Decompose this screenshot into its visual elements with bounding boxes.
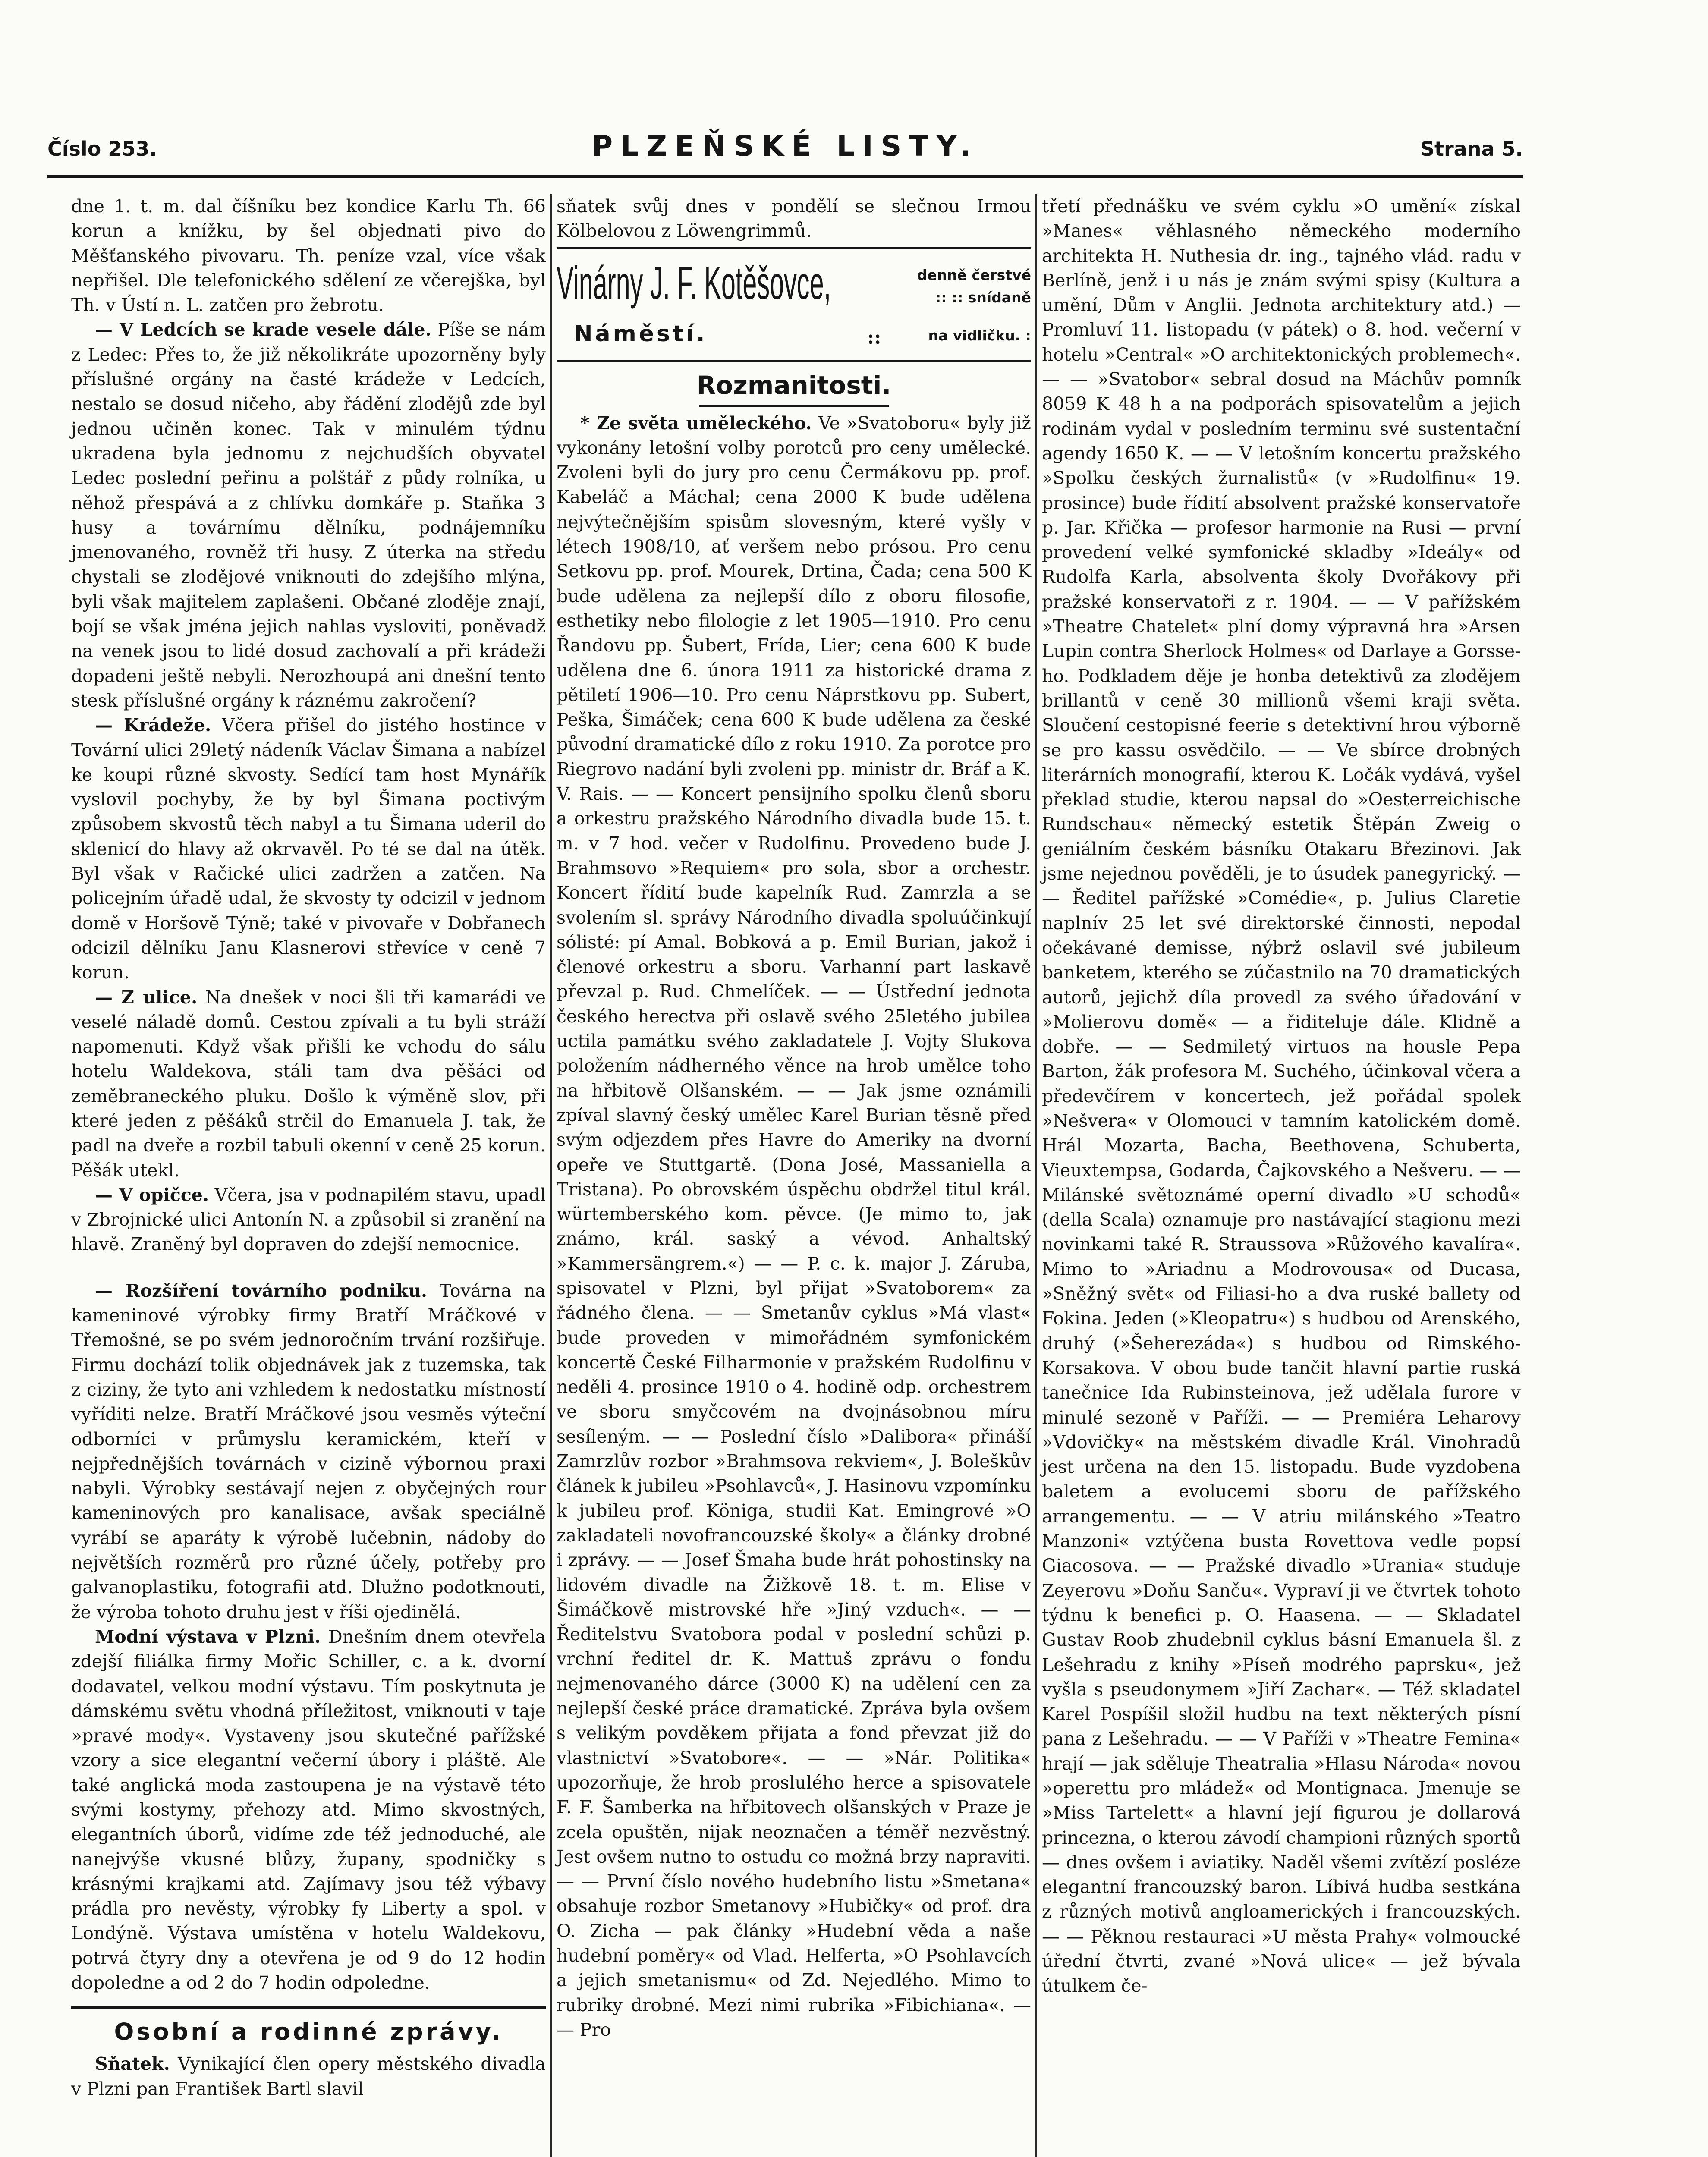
- article-heading: Modní výstava v Plzni.: [95, 1626, 321, 1647]
- article-ze-sveta-umeleckeho: [557, 411, 1031, 2043]
- article-heading: — Rozšíření továrního podniku.: [95, 1280, 428, 1301]
- advertisement-vinarny: [557, 253, 1031, 356]
- column-3: [1042, 194, 1521, 1999]
- article-modni-vystava: [71, 1625, 546, 1995]
- page-number: Strana 5.: [1420, 137, 1523, 160]
- ad-location: Náměstí.: [574, 321, 708, 347]
- article-body: Na dnešek v noci šli tři kamarádi ve veselé náladě domů. Cestou zpívali a tu byli stráží napomenuti. Když však přišli ke vchodu do sálu hotelu Waldekova, stáli tam dva pěšáci od zeměbraneckého pluku. Došlo k výměně slov, při které jeden z pěšáků strčil do Emanuela J. tak, že padl na dveře a rozbil tabuli okenní v ceně 25 korun. Pěšák utekl.: [71, 987, 546, 1181]
- article-body: Dnešním dnem otevřela zdejší filiálka firmy Mořic Schiller, c. a k. dvorní dodavatel, velkou modní výstavu. Tím poskytnuta je dámskému světu vhodná příležitost, vniknouti v taje »pravé mody«. Vystaveny jsou skutečné pařížské vzory a sice elegantní večerní úbory i pláště. Ale také anglická moda zastoupena je na výstavě této svými kostymy, přehozy atd. Mimo skvostných, elegantních úborů, vidíme zde též jednoduché, ale nanejvýše vkusné blůzy, župany, spodničky s krásnými krajkami atd. Zajímavy jsou též výbavy prádla pro nevěsty, výrobky fy Liberty a spol. v Londýně. Výstava umístěna v hotelu Waldekovu, potrvá čtyry dny a otevřena je od 9 do 12 hodin dopoledne a od 2 do 7 hodin odpoledne.: [71, 1626, 546, 1993]
- article-heading: — Krádeže.: [95, 715, 211, 736]
- ad-line: na vidličku. :: [928, 327, 1031, 344]
- article-heading: — V opičce.: [95, 1184, 209, 1205]
- article-body: Píše se nám z Ledec: Přes to, že již několikráte upozorněny byly příslušné orgány na časté krádeže v Ledcích, nestalo se dosud ničeho, aby řádění zlodějů zde byl jednou učiněn konec. Tak v minulém týdnu ukradena byla jednomu z nejchudších obyvatel Ledec poslední peřinu a polštář z půdy rolníka, u něhož přespává a z chlívku domkáře p. Staňka 3 husy a továrnímu dělníku, podnájemníku jmenovaného, rovněž tři husy. Z úterka na středu chystali se zlodějové vniknouti do zdejšího mlýna, byli však majitelem zaplašeni. Občané zloděje znají, bojí se však jména jejich nahlas vysloviti, poněvadž na venek jsou to lidé dosud zachovalí a při krádeži dopadeni ještě nebyli. Nerozhoupá ani dnešní tento stesk příslušné orgány k ráznému zakročení?: [71, 319, 546, 711]
- section-rule: [71, 2006, 546, 2009]
- article-heading: Sňatek.: [95, 2053, 170, 2075]
- article-kradeze: [71, 713, 546, 985]
- article-body: Včera, jsa v podnapilém stavu, upadl v Zbrojnické ulici Antonín N. a způsobil si zranění na hlavě. Zraněný byl dopraven do zdejší nemocnice.: [71, 1184, 546, 1255]
- ad-line: denně čerstvé: [917, 266, 1031, 283]
- article-text: třetí přednášku ve svém cyklu »O umění« získal »Manes« věhlasného německého moderního architekta H. Nuthesia dr. ing., tajného vlád. radu v Berlíně, jenž i u nás je znám svými spisy (Kultura a umění, Dům v Anglii. Jednota architektury atd.) — Promluví 11. listopadu (v pátek) o 8. hod. večerní v hotelu »Central« »O architektonických problemech«. — — »Svatobor« sebral dosud na Máchův pomník 8059 K 48 h a na podporách spisovatelům a jejich rodinám vydal v posledním terminu své sustentační agendy 1650 K. — — V letošním koncertu pražského »Spolku českých žurnalistů« (v »Rudolfinu« 19. prosince) bude řídití absolvent pražské konservatoře p. Jar. Křička — profesor harmonie na Rusi — první provedení velké symfonické skladby »Ideály« od Rudolfa Karla, absolventa školy Dvořákovy při pražské konservatoři z r. 1904. — — V pařížském »Theatre Chatelet« plní domy výpravná hra »Arsen Lupin contra Sherlock Holmes« od Darlaye a Gorsse-ho. Podkladem děje je honba detektivů za zlodějem brillantů v ceně 30 millionů všemi kraji světa. Sloučení cestopisné feerie s detektivní hrou výborně se pro kassu osvědčilo. — — Ve sbírce drobných literárních monografií, kterou K. Ločák vydává, vyšel překlad studie, kterou napsal do »Oesterreichische Rundschau« německý estetik Štěpán Zweig o geniálním českém básníku Otakaru Březinovi. Jak jsme nejednou pověděli, je to úsudek panegyrický. — — Ředitel pařížské »Comédie«, p. Julius Claretie naplnív 25 let své direktorské činnosti, nepodal očekávané demisse, nýbrž oslavil své jubileum banketem, kterého se zúčastnilo na 70 dramatických autorů, jejichž díla provedl za svého úřadování v »Molierovu domě« — a řiditeluje dále. Klidně a dobře. — — Sedmiletý virtuos na housle Pepa Barton, žák profesora M. Suchého, účinkoval včera a předevčírem v koncertech, jež pořádal spolek »Nešvera« v Olomouci v tamním katolickém domě. Hrál Mozarta, Bacha, Beethovena, Schuberta, Vieuxtempsa, Godarda, Čajkovského a Nešveru. — — Milánské světoznámé operní divadlo »U schodů« (della Scala) oznamuje pro nastávající stagionu mezi novinkami také R. Straussova »Růžového kavalíra«. Mimo to »Ariadnu a Modrovousa« od Ducasa, »Sněžný svět« od Filiasi-ho a dva ruské ballety od Fokina. Jeden (»Kleopatru«) s hudbou od Arenského, druhý (»Šeherezáda«) s hudbou od Rimského-Korsakova. V obou bude tančit hlavní partie ruská tanečnice Ida Rubinsteinova, jež udělala furore v minulé sezoně v Paříži. — — Premiéra Leharovy »Vdovičky« na městském divadle Král. Vinohradů jest určena na den 15. listopadu. Bude vyzdobena baletem a evolucemi sboru de pařížského arrangementu. — — V atriu milánského »Teatro Manzoni« vztýčena busta Rovettova vedle popsí Giacosova. — — Pražské divadlo »Urania« studuje Zeyerovu »Doňu Sanču«. Vypraví ji ve čtvrtek tohoto týdnu k benefici p. O. Haasena. — — Skladatel Gustav Roob zhudebnil cyklus básní Emanuela šl. z Lešehradu z knihy »Píseň modrého paprsku«, jež vyšla s pseudonymem »Jiří Zachar«. — Též skladatel Karel Pospíšil složil hudbu na text některých písní pana z Lešehradu. — — V Paříži v »Theatre Femina« hrají — jak sděluje Theatralia »Hlasu Národa« novou »operettu pro mládež« od Montignaca. Jmenuje se »Miss Tartelett« a hlavní její figurou je dollarová princezna, o kterou závodí championi různých sportů — dnes ovšem i aviatiky. Naděl všemi zvítězí posléze elegantní francouzský baron. Líbivá hudba sestkána z různých motivů angloamerických i francouzských. — — Pěknou restauraci »U města Prahy« volmoucké úřední čtvrti, zvané »Nová ulice« — jež bývala útulkem če-: [1042, 196, 1521, 1997]
- section-heading-rozmanitosti: Rozmanitosti.: [696, 370, 891, 400]
- column-1: [71, 194, 546, 2101]
- ad-line: :: :: snídaně: [935, 289, 1031, 306]
- ad-rule-top: [557, 247, 1031, 249]
- column-2: [557, 194, 1031, 2042]
- ad-rule-bottom: [557, 360, 1031, 362]
- masthead-title: PLZEŇSKÉ LISTY.: [591, 129, 979, 163]
- article-body: Ve »Svatoboru« byly již vykonány letošní volby porotců pro ceny umělecké. Zvoleni byli do jury pro cenu Čermákovu pp. prof. Kabeláč a Máchal; cena 2000 K bude udělena nejvýtečnějším spisům slovesným, které vyšly v létech 1908/10, ať veršem nebo prósou. Pro cenu Setkovu pp. prof. Mourek, Drtina, Čada; cena 500 K bude udělena za nejlepší dílo z oboru filosofie, esthetiky nebo filologie z let 1905—1910. Pro cenu Řandovu pp. Šubert, Frída, Lier; cena 600 K bude udělena dne 6. února 1911 za historické drama z pětiletí 1906—10. Pro cenu Náprstkovu pp. Subert, Peška, Šimáček; cena 600 K bude udělena za české původní dramatické dílo z roku 1910. Za porotce pro Riegrovo nadání byli zvoleni pp. ministr dr. Bráf a K. V. Rais. — — Koncert pensijního spolku členů sboru a orkestru pražského Národního divadla bude 15. t. m. v 7 hod. večer v Rudolfinu. Provedeno bude J. Brahmsovo »Requiem« pro sola, sbor a orchestr. Koncert řídití bude kapelník Rud. Zamrzla a se svolením sl. správy Národního divadla spoluúčinkují sólisté: pí Amal. Bobková a p. Emil Burian, jakož i členové orkestru a sboru. Varhanní part laskavě převzal p. Rud. Chmelíček. — — Ústřední jednota českého herectva při oslavě svého 25letého jubilea uctila památku svého zakladatele J. Vojty Slukova položením nádherného věnce na hrob umělce toho na hřbitově Olšanském. — — Jak jsme oznámili zpíval slavný český umělec Karel Burian těsně před svým odjezdem přes Havre do Ameriky na dvorní opeře ve Stuttgartě. (Dona José, Massaniella a Tristana). Po obrovském úspěchu obdržel titul král. würtemberského kom. pěvce. (Je mimo to, jak známo, král. saský a vévod. Anhaltský »Kammersängrem.«) — — P. c. k. major J. Záruba, spisovatel v Plzni, byl přijat »Svatoborem« za řádného člena. — — Smetanův cyklus »Má vlast« bude proveden v mimořádném symfonickém koncertě České Filharmonie v pražském Rudolfinu v neděli 4. prosince 1910 o 4. hodině odp. orchestrem ve sboru smyčcovém na dvojnásobnou míru sesíleným. — — Poslední číslo »Dalibora« přináší Zamrzlův rozbor »Brahmsova rekviem«, J. Boleškův článek k jubileu »Psohlavců«, J. Hasinovu vzpomínku k jubileu prof. Königa, studii Kat. Emingrové »O zakladateli novofrancouzské školy« a články drobné i zprávy. — — Josef Šmaha bude hrát pohostinsky na lidovém divadle na Žižkově 18. t. m. Elise v Šimáčkově mistrovské hře »Jiný vzduch«. — — Ředitelstvu Svatobora podal v poslední schůzi p. vrchní ředitel dr. K. Mattuš zprávu o fondu nejmenovaného dárce (3000 K) na udělení cen za nejlepší české práce dramatické. Zpráva byla ovšem s velikým povděkem přijata a fond převzat již do vlastnictví »Svatobore«. — — »Nár. Politika« upozorňuje, že hrob proslulého herce a spisovatele F. F. Šamberka na hřbitovech olšanských v Praze je zcela opuštěn, nijak neoznačen a téměř nezvěstný. Jest ovšem nutno to ostudu co možná brzy napraviti. — — První číslo nového hudebního listu »Smetana« obsahuje rozbor Smetanovy »Hubičky« od prof. dra O. Zicha — pak články »Hudební věda a naše hudební poměry« od Vlad. Helferta, »O Psohlavcích a jejich smetanismu« od Zd. Nejedlého. Mimo to rubriky drobné. Mezi nimi rubrika »Fibichiana«. — — Pro: [557, 412, 1031, 2040]
- article-body: Továrna na kameninové výrobky firmy Bratří Mráčkové v Třemošné, se po svém jednoročním trvání rozšiřuje. Firmu dochází tolik objednávek jak z tuzemska, tak z ciziny, že tyto ani vzhledem k nedostatku místností vyříditi nelze. Bratří Mráčkové jsou vesměs výteční odborníci v průmyslu keramickém, kteří v nejpřednějších továrnách v cizině výbornou praxi nabyli. Výrobky sestávají nejen z obyčejných rour kameninových pro kanalisace, avšak speciálně vyrábí se aparáty k výrobě lučebnin, nádoby do největších rozměrů pro různé účely, potřeby pro galvanoplastiku, fotografii atd. Dlužno podotknouti, že výroba tohoto druhu jest v říši ojedinělá.: [71, 1280, 546, 1622]
- issue-number: Číslo 253.: [47, 137, 157, 160]
- article-body: Včera přišel do jistého hostince v Tovární ulici 29letý nádeník Václav Šimana a nabízel ke koupi různé skvosty. Sedící tam host Mynářík vyslovil pochyby, že by byl Šimana poctivým způsobem skvostů těch nabyl a tu Šimana uderil do sklenicí do hlavy až okrvavěl. Po té se dal na útěk. Byl však v Račické ulici zadržen a zatčen. Na policejním úřadě udal, že skvosty ty odcizil v jednom domě v Horšově Týně; také v pivovaře v Dobřanech odcizil dělníku Janu Klasnerovi střevíce v ceně 7 korun.: [71, 715, 546, 983]
- article-z-ulice: [71, 985, 546, 1183]
- section-heading-personal: Osobní a rodinné zprávy.: [114, 2018, 503, 2046]
- article-ledce: [71, 318, 546, 713]
- article-heading: — Z ulice.: [95, 987, 198, 1008]
- article-heading: * Ze světa uměleckého.: [580, 412, 812, 434]
- ad-ornament: ::: [867, 326, 881, 349]
- page-header: [47, 129, 1523, 168]
- column-divider-2: [1035, 194, 1037, 2157]
- ad-business-name: Vinárny J. F. Kotěšovce,: [557, 256, 831, 309]
- article-text: dne 1. t. m. dal číšníku bez kondice Karlu Th. 66 korun a knížku, by šel objednati pivo do Měšťanského pivovaru. Th. peníze vzal, více však nepřišel. Dle telefonického sdělení ze včerejška, byl Th. v Ústí n. L. zatčen pro žebrotu.: [71, 196, 546, 316]
- article-tovarni-podnik: [71, 1279, 546, 1625]
- column-divider-1: [550, 194, 552, 2157]
- article-body: Vynikající člen opery městského divadla v Plzni pan František Bartl slavil: [71, 2053, 546, 2099]
- header-rule: [47, 175, 1523, 178]
- section-rule: [699, 405, 889, 407]
- article-text: sňatek svůj dnes v pondělí se slečnou Irmou Kölbelovou z Löwengrimmů.: [557, 196, 1031, 242]
- article-v-opicce: [71, 1183, 546, 1257]
- article-snatek: [71, 2052, 546, 2101]
- article-heading: — V Ledcích se krade vesele dále.: [95, 319, 431, 340]
